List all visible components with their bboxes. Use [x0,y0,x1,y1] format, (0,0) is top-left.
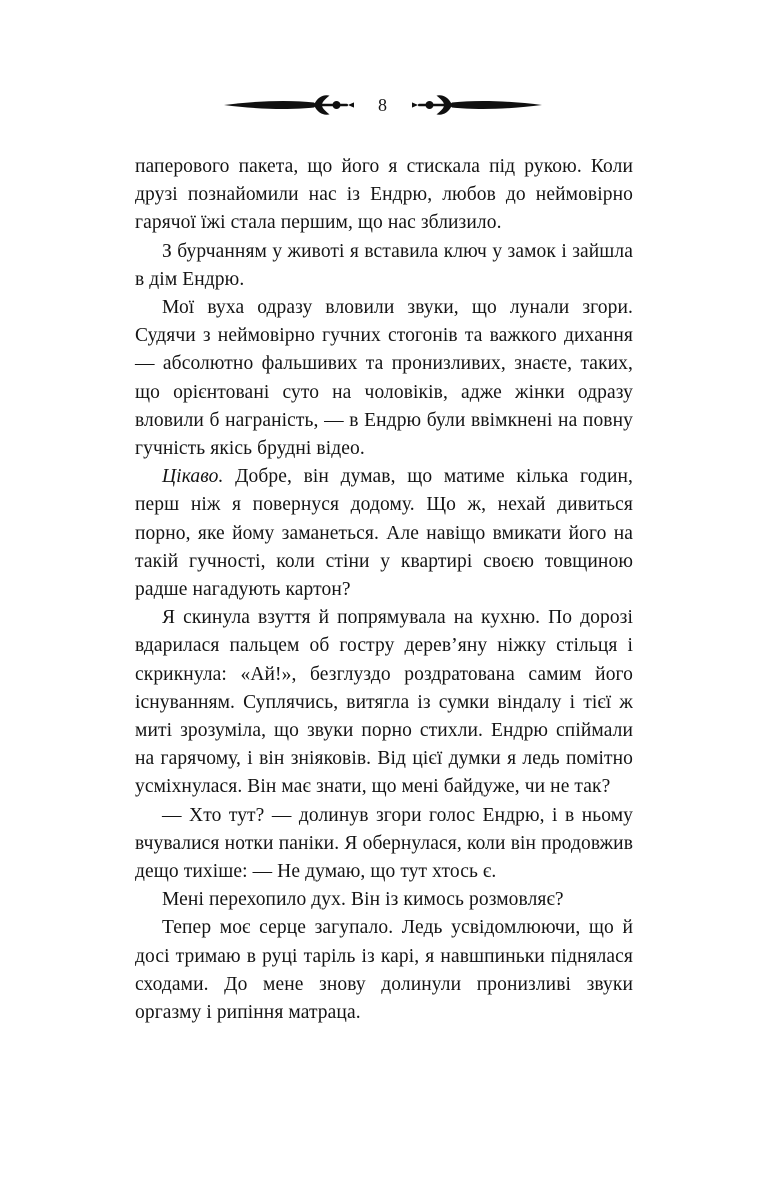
page-header [0,90,765,120]
page-number: 8 [378,95,387,115]
paragraph-text: Добре, він думав, що матиме кілька годин, перш ніж я повернуся додому. Що ж, нехай дивиться порно, яке йому заманеться. Але навіщо вмикати його на такій гучності, коли стіни у квартирі своєю товщиною радше нагадують картон? [135,466,633,601]
paragraph [135,463,633,604]
paragraph: З бурчанням у животі я вставила ключ у замок і зайшла в дім Ендрю. [135,240,633,290]
paragraph: Я скинула взуття й попрямувала на кухню. По дорозі вдарилася пальцем об гостру дерев’яну ніжку стільця і скрикнула: «Ай!», безглуздо роздратована самим його існуванням. Суплячись, витягла із сумки віндалу і тієї ж миті зрозуміла, що звуки порно стихли. Ендрю спіймали на гарячому, і він зніяковів. Від цієї думки я ледь помітно усміхнулася. Він має знати, що мені байдуже, чи не так? [135,607,633,798]
paragraph: Мої вуха одразу вловили звуки, що лунали згори. Судячи з неймовірно гучних стогонів та важкого дихання — абсолютно фальшивих та пронизливих, знаєте, таких, що орієнтовані суто на чоловіків, адже жінки одразу вловили б награність, — в Ендрю були ввімкнені на повну гучність якісь брудні відео. [135,297,633,460]
body-text [135,153,633,1027]
paragraph: Тепер моє серце загупало. Ледь усвідомлюючи, що й досі тримаю в руці таріль із карі, я навшпиньки піднялася сходами. До мене знову долинули пронизливі звуки оргазму і рипіння матраца. [135,917,633,1024]
paragraph-dialogue: — Хто тут? — долинув згори голос Ендрю, і в ньому вчувалися нотки паніки. Я обернулася, коли він продовжив дещо тихіше: — Не думаю, що тут хтось є. [135,804,633,883]
paragraph-continuation: паперового пакета, що його я стискала під рукою. Коли друзі познайомили нас із Ендрю, любов до неймовірно гарячої їжі стала першим, що нас зблизило. [135,156,633,234]
paragraph: Мені перехопило дух. Він із кимось розмовляє? [162,889,564,911]
italic-lead-text: Цікаво. [162,466,224,488]
sword-ornament-left-icon [224,92,356,118]
sword-ornament-right-icon [410,92,542,118]
